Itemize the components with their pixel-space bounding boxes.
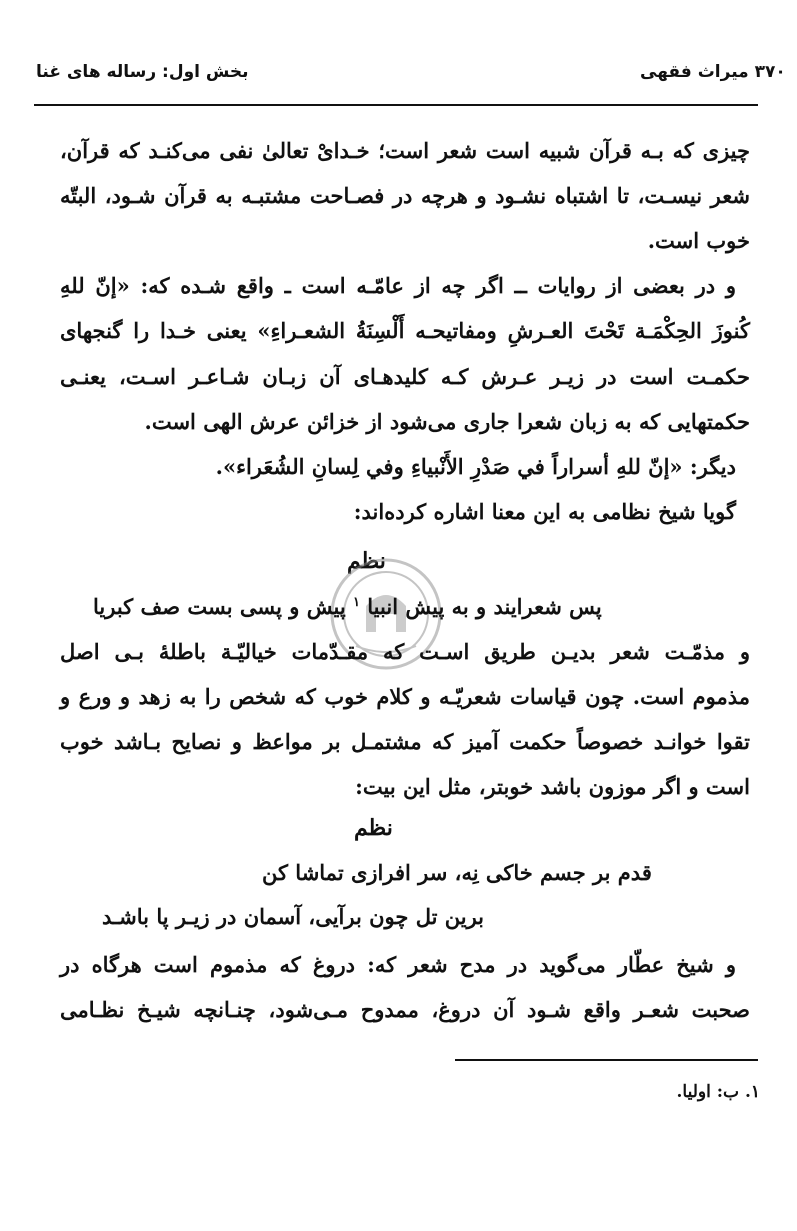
text-line: است و اگر موزون باشد خوبتر، مثل این بیت:	[355, 774, 750, 799]
verse-text: پس شعرایند و به پیش انبیا	[367, 594, 602, 619]
footnote-divider	[455, 1059, 758, 1061]
text-line: کُنوزَ الحِکْمَـة تَحْتَ العـرشِ ومفاتیحـه أَلْسِنَةُ الشعـراءِ» یعنی خـدا را گنجهای	[60, 318, 750, 343]
footnote-marker: ۱	[352, 595, 360, 610]
text-line: مذموم است. چون قیاسات شعریّـه و کلام خوب که شخص را به زهد و ورع و	[60, 684, 750, 709]
text-line: تقوا خوانـد خصوصاً حکمت آمیز که مشتمـل بر مواعظ و نصایح بـاشد خوب	[60, 729, 750, 754]
header-divider	[34, 104, 758, 106]
text-line: و در بعضی از روایات ــ اگر چه از عامّـه است ـ واقع شـده که: «إنّ للهِ	[60, 273, 736, 298]
verse-line: قدم بر جسم خاکی نِه، سر افرازی تماشا کن	[262, 860, 652, 885]
footnote: ۱. ب: اولیا.	[676, 1082, 760, 1102]
verse-line	[93, 594, 602, 619]
text-line: دیگر: «إنّ للهِ أسراراً في صَدْرِ الأَنْبياءِ وفي لِسانِ الشُعَراء».	[215, 454, 736, 479]
text-line: حکمتهایی که به زبان شعرا جاری می‌شود از خزائن عرش الهی است.	[144, 409, 750, 434]
verse-text: پیش و پسی بست صف کبریا	[93, 594, 346, 619]
text-line: و مذمّـت شعر بدیـن طریق اسـت که مقـدّمات خیالیّـة باطلهٔ بـی اصل	[60, 639, 751, 664]
text-line: و شیخ عطّار می‌گوید در مدح شعر که: دروغ که مذموم است هرگاه در	[60, 952, 736, 977]
text-line: صحبت شعـر واقع شـود آن دروغ، ممدوح مـی‌شود، چنـانچه شیـخ نظـامی	[60, 997, 750, 1022]
text-line: حکمـت است در زیـر عـرش کـه کلیدهـای آن زبـان شـاعـر اسـت، یعنـی	[60, 364, 750, 389]
verse-heading: نظم	[347, 548, 386, 574]
page-header-title: ۳۷۰ میراث فقهی	[640, 62, 786, 82]
verse-heading: نظم	[354, 815, 393, 841]
page-header-section: بخش اول: رساله های غنا	[36, 62, 249, 82]
text-line: خوب است.	[647, 228, 750, 253]
text-line: چیزی که بـه قرآن شبیه است شعر است؛ خـدایْ تعالیٰ نفی می‌کنـد که قرآن،	[60, 138, 750, 163]
verse-line: برین تل چون برآیی، آسمان در زیـر پا باشـد	[102, 904, 485, 929]
text-line: شعر نیسـت، تا اشتباه نشـود و هرچه در فصـاحت مشتبـه به قرآن شـود، البتّه	[60, 183, 750, 208]
text-line: گویا شیخ نظامی به این معنا اشاره کرده‌اند:	[353, 499, 736, 524]
